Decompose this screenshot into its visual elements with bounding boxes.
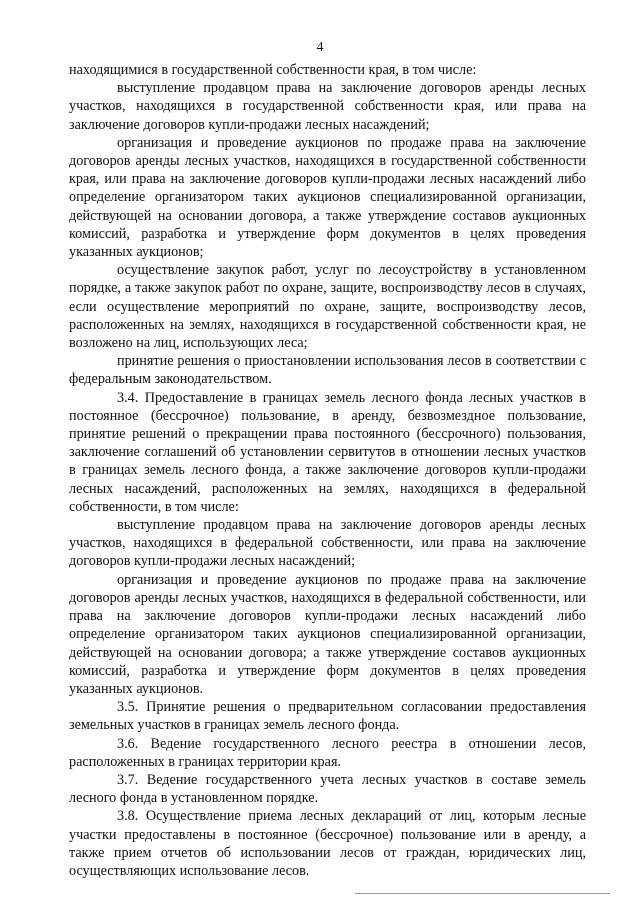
paragraph-auctions-state: организация и проведение аукционов по продаже права на заключение договоров аренды лесных участков, находящихся в государственной собственности края, или права на заключение договоров купли-продажи лесных насаждений либо определение организатором таких аукционов специализированной организации, действующей на основании договора, а также утверждение составов аукционных комиссий, разработка и утверждение форм документов в целях проведения указанных аукционов; (69, 134, 586, 261)
paragraph-suspension: принятие решения о приостановлении использования лесов в соответствии с федеральным законодательством. (69, 353, 586, 388)
paragraph-3-8: 3.8. Осуществление приема лесных деклараций от лиц, которым лесные участки предоставлены в постоянное (бессрочное) пользование или в аренду, а также прием отчетов об использовании лесов от граждан, юридических лиц, осуществляющих использование лесов. (69, 808, 586, 879)
document-body (69, 61, 586, 880)
paragraph-procurement: осуществление закупок работ, услуг по лесоустройству в установленном порядке, а также закупок работ по охране, защите, воспроизводству лесов в случаях, если осуществление мероприятий по охране, защите, воспроизводству лесов, расположенных на землях, находящихся в государственной собственности края, не возложено на лиц, использующих леса; (69, 262, 586, 352)
paragraph-auctions-federal: организация и проведение аукционов по продаже права на заключение договоров аренды лесных участков, находящихся в федеральной собственности, или права на заключение договоров купли-продажи лесных насаждений либо определение организатором таких аукционов специализированной организации, действующей на основании договора; а также утверждение составов аукционных комиссий, разработка и утверждение форм документов в целях проведения указанных аукционов. (69, 571, 586, 697)
footer-rule (355, 893, 610, 894)
paragraph-sale-rights-state: выступление продавцом права на заключение договоров аренды лесных участков, находящихся в государственной собственности края, или права на заключение договоров купли-продажи лесных насаждений; (69, 80, 586, 133)
page-number: 4 (316, 40, 324, 55)
paragraph-sale-rights-federal: выступление продавцом права на заключение договоров аренды лесных участков, находящихся в федеральной собственности, или права на заключение договоров купли-продажи лесных насаждений; (69, 517, 586, 570)
paragraph-continuation: находящимися в государственной собственности края, в том числе: (69, 62, 477, 78)
paragraph-3-4: 3.4. Предоставление в границах земель лесного фонда лесных участков в постоянное (бессрочное) пользование, в аренду, безвозмездное пользование, принятие решений о прекращении права постоянного (бессрочного) пользования, заключение соглашений об установлении сервитутов в отношении лесных участков в границах земель лесного фонда, а также заключение договоров купли-продажи лесных насаждений, расположенных на землях, находящихся в федеральной собственности, в том числе: (69, 389, 586, 515)
paragraph-3-6: 3.6. Ведение государственного лесного реестра в отношении лесов, расположенных в границах территории края. (69, 735, 586, 770)
paragraph-3-7: 3.7. Ведение государственного учета лесных участков в составе земель лесного фонда в установленном порядке. (69, 771, 586, 807)
paragraph-3-5: 3.5. Принятие решения о предварительном согласовании предоставления земельных участков в границах земель лесного фонда. (69, 699, 586, 734)
